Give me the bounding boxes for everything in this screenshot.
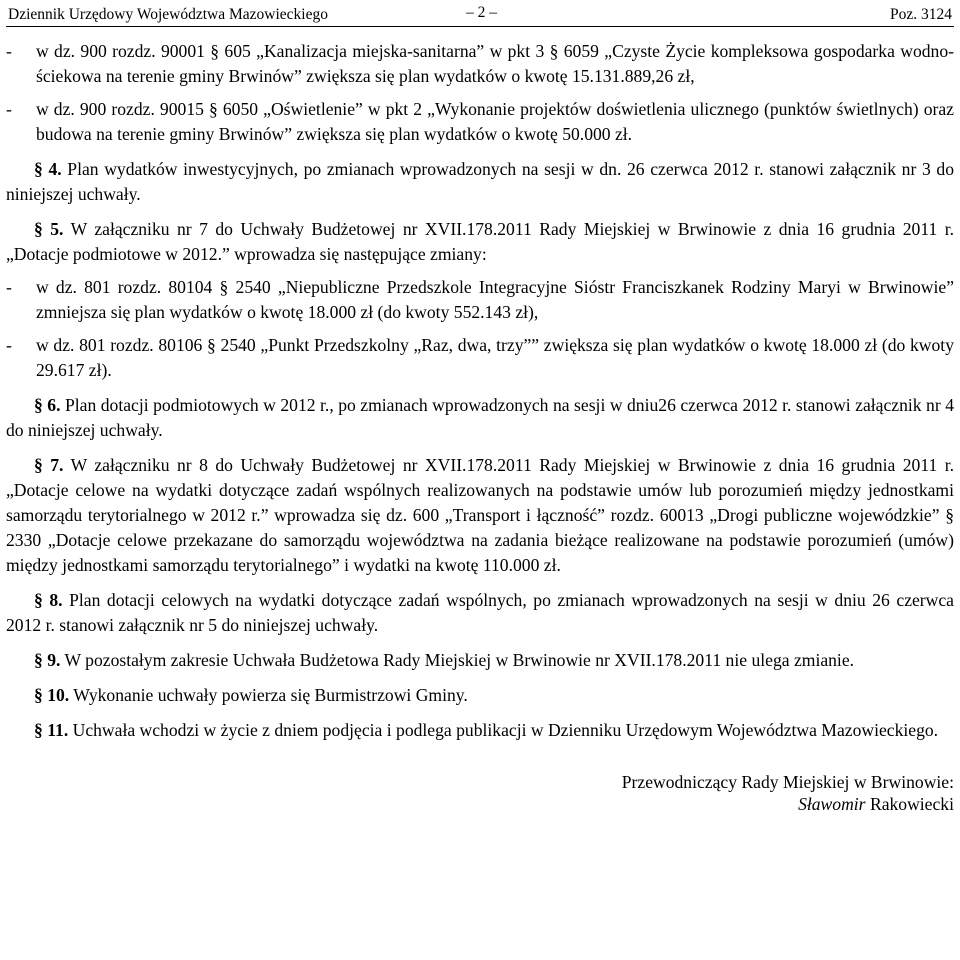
section-number: § 11.	[34, 720, 69, 740]
section-11	[6, 718, 954, 743]
section-number: § 6.	[34, 395, 61, 415]
section-text: Wykonanie uchwały powierza się Burmistrzowi Gminy.	[73, 685, 468, 705]
section-text: Uchwała wchodzi w życie z dniem podjęcia i podlega publikacji w Dzienniku Urzędowym Województwa Mazowieckiego.	[72, 720, 939, 740]
list-item-text: w dz. 900 rozdz. 90015 § 6050 „Oświetlenie” w pkt 2 „Wykonanie projektów doświetlenia ulicznego (punktów świetlnych) oraz budowa na terenie gminy Brwinów” zwiększa się plan wydatków o kwotę 50.000 zł.	[36, 99, 954, 144]
list-dash: -	[6, 41, 12, 61]
position-number: Poz. 3124	[890, 6, 952, 23]
section-number: § 4.	[34, 159, 62, 179]
signer-last-name: Rakowiecki	[869, 794, 954, 814]
signature-block	[6, 771, 954, 815]
document-body	[6, 39, 954, 815]
list-item	[6, 39, 954, 89]
list-item	[6, 275, 954, 325]
list-dash: -	[6, 277, 12, 297]
section-10	[6, 683, 954, 708]
section-text: W załączniku nr 8 do Uchwały Budżetowej nr XVII.178.2011 Rady Miejskiej w Brwinowie z dnia 16 grudnia 2011 r. „Dotacje celowe na wydatki dotyczące zadań wspólnych realizowanych na podstawie umów lub porozumień między jednostkami samorządu terytorialnego w 2012 r.” wprowadza się dz. 600 „Transport i łączność” rozdz. 60013 „Drogi publiczne wojewódzkie” § 2330 „Dotacje celowe przekazane do samorządu województwa na zadania bieżące realizowane na podstawie porozumień (umów) między jednostkami samorządu terytorialnego” i wydatki na kwotę 110.000 zł.	[6, 455, 955, 575]
journal-title: Dziennik Urzędowy Województwa Mazowieckiego	[8, 6, 328, 23]
section-text: W pozostałym zakresie Uchwała Budżetowa Rady Miejskiej w Brwinowie nr XVII.178.2011 nie ulega zmianie.	[64, 650, 855, 670]
list-dash: -	[6, 99, 12, 119]
section-text: Plan dotacji podmiotowych w 2012 r., po zmianach wprowadzonych na sesji w dniu26 czerwca 2012 r. stanowi załącznik nr 4 do niniejszej uchwały.	[6, 395, 954, 440]
section-number: § 5.	[34, 219, 64, 239]
signer-first-name: Sławomir	[798, 794, 866, 814]
section-9	[6, 648, 954, 673]
section-number: § 9.	[34, 650, 61, 670]
list-dash: -	[6, 335, 12, 355]
section-number: § 7.	[34, 455, 64, 475]
signer-name	[6, 793, 954, 815]
list-item	[6, 333, 954, 383]
page-number: – 2 –	[466, 4, 497, 21]
section-number: § 8.	[34, 590, 63, 610]
section-text: Plan wydatków inwestycyjnych, po zmianach wprowadzonych na sesji w dn. 26 czerwca 2012 r. stanowi załącznik nr 3 do niniejszej uchwały.	[6, 159, 955, 204]
list-item	[6, 97, 954, 147]
section-4	[6, 157, 954, 207]
list-item-text: w dz. 801 rozdz. 80104 § 2540 „Niepubliczne Przedszkole Integracyjne Sióstr Franciszkanek Rodziny Maryi w Brwinowie” zmniejsza się plan wydatków o kwotę 18.000 zł (do kwoty 552.143 zł),	[36, 277, 954, 322]
list-item-text: w dz. 900 rozdz. 90001 § 605 „Kanalizacja miejska-sanitarna” w pkt 3 § 6059 „Czyste Życie kompleksowa gospodarka wodno-ściekowa na terenie gminy Brwinów” zwiększa się plan wydatków o kwotę 15.131.889,26 zł,	[36, 41, 954, 86]
section-6	[6, 393, 954, 443]
section-5	[6, 217, 954, 267]
section-number: § 10.	[34, 685, 70, 705]
section-7	[6, 453, 954, 578]
page-header	[6, 0, 954, 27]
list-item-text: w dz. 801 rozdz. 80106 § 2540 „Punkt Przedszkolny „Raz, dwa, trzy”” zwiększa się plan wydatków o kwotę 18.000 zł (do kwoty 29.617 zł).	[36, 335, 954, 380]
section-text: Plan dotacji celowych na wydatki dotyczące zadań wspólnych, po zmianach wprowadzonych na sesji w dniu 26 czerwca 2012 r. stanowi załącznik nr 5 do niniejszej uchwały.	[6, 590, 954, 635]
signer-title: Przewodniczący Rady Miejskiej w Brwinowie:	[621, 772, 954, 792]
section-8	[6, 588, 954, 638]
section-text: W załączniku nr 7 do Uchwały Budżetowej nr XVII.178.2011 Rady Miejskiej w Brwinowie z dnia 16 grudnia 2011 r. „Dotacje podmiotowe w 2012.” wprowadza się następujące zmiany:	[6, 219, 955, 264]
